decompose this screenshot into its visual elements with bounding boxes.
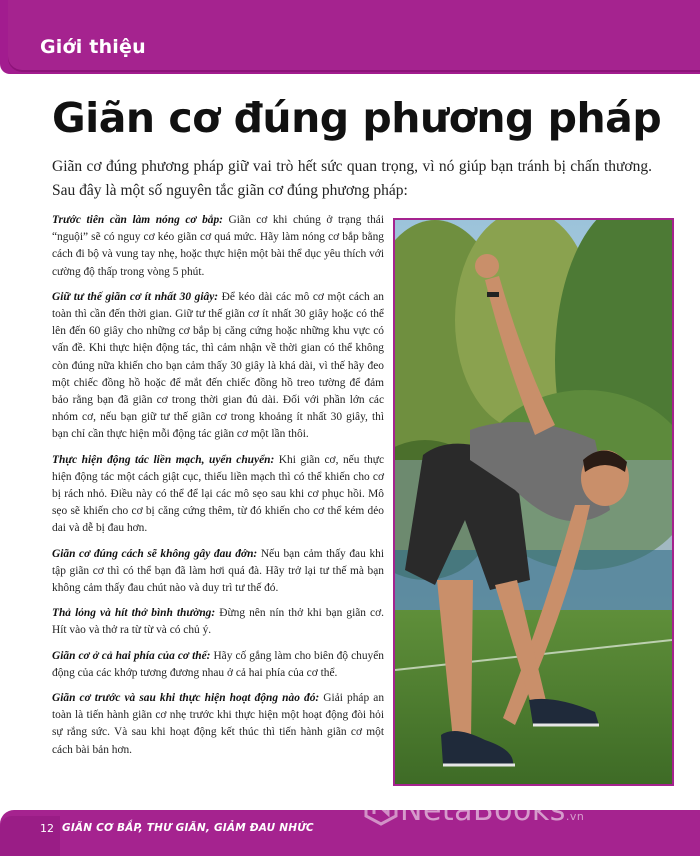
paragraph [52,452,384,538]
stretching-illustration [395,220,672,784]
paragraph-text: Nếu bạn cảm thấy đau khi tập giãn cơ thì có thể bạn đã làm hơi quá đà. Hãy trở lại tư thế mà bạn không cảm thấy đau chút nào và duy trì tư thế đó. [52,547,384,595]
paragraph-lead: Thả lỏng và hít thở bình thường: [52,607,216,620]
watermark [400,793,584,828]
paragraph [52,648,384,682]
paragraph [52,289,384,444]
paragraph [52,212,384,281]
paragraph-text: Hãy cố gắng làm cho biên độ chuyển động của các khớp tương đương nhau ở cả hai phía của cơ thể. [52,649,384,679]
paragraph-lead: Giãn cơ ở cả hai phía của cơ thể: [52,649,211,662]
paragraph-text: Giải pháp an toàn là tiến hành giãn cơ nhẹ trước khi thực hiện một hoạt động đòi hỏi sự rắng sức. Và sau khi hoạt động kết thúc thì tiến hành giãn cơ một cách bài bản hơn. [52,692,385,756]
paragraph [52,690,384,759]
watermark-suffix: .vn [565,810,585,823]
page-title: Giãn cơ đúng phương pháp [52,94,662,142]
stretching-photo [393,218,674,786]
paragraph-text: Đừng nên nín thở khi bạn giãn cơ. Hít vào và thở ra từ từ và có chủ ý. [52,607,384,637]
intro-paragraph: Giãn cơ đúng phương pháp giữ vai trò hết sức quan trọng, vì nó giúp bạn tránh bị chấn thương. Sau đây là một số nguyên tắc giãn cơ đúng phương pháp: [52,158,652,199]
paragraph-lead: Trước tiên cần làm nóng cơ bắp: [52,214,223,226]
paragraph [52,605,384,639]
running-title: GIÃN CƠ BẮP, THƯ GIÃN, GIẢM ĐAU NHỨC [62,822,314,834]
body-column [52,212,384,767]
paragraph-lead: Giãn cơ đúng cách sẽ không gây đau đớn: [52,547,258,560]
netabooks-logo-icon [364,788,398,826]
section-label: Giới thiệu [40,36,146,58]
paragraph-lead: Giãn cơ trước và sau khi thực hiện hoạt động nào đó: [52,692,320,705]
paragraph-text: Để kéo dài các mô cơ một cách an toàn thì cần đến thời gian. Giữ tư thế giãn cơ ít nhất 30 giây hoặc có thể lên đến 60 giây cho những cơ bắp bị căng cứng hoặc những khu vực có vấn đề. Khi thực hiện động tác, thì cảm nhận về thời gian có thể không còn đúng nữa khiến cho bạn cảm thấy 30 giây là khá dài, vì thế hãy đeo một chiếc đồng hồ hoặc để mắt đến chiếc đồng hồ treo tường để đảm bảo rằng bạn đã giãn cơ trong thời gian đủ dài. Đối với phần lớn các nhóm cơ, nếu bạn giữ tư thế giãn cơ trong khoảng ít nhất 30 giây, thì bạn chỉ cần thực hiện mỗi động tác giãn cơ một lần thôi. [52,290,384,441]
paragraph-lead: Giữ tư thế giãn cơ ít nhất 30 giây: [52,290,219,303]
paragraph-text: Giãn cơ khi chúng ở trạng thái “nguội” sẽ có nguy cơ kéo giãn cơ quá mức. Hãy làm nóng cơ bắp bằng cách đi bộ và vung tay nhẹ, hoặc thực hiện một bài thể dục yêu thích với cường độ thấp trong vòng 5 phút. [52,214,384,278]
paragraph-lead: Thực hiện động tác liền mạch, uyển chuyển: [52,453,275,466]
paragraph-text: Khi giãn cơ, nếu thực hiện động tác một cách giật cục, thiếu liền mạch thì có thể khiến cho cơ bị rách nhỏ. Điều này có thể để lại các mô sẹo sau khi cơ phục hồi. Mô sẹo sẽ khiến cho cơ bị căng cứng thêm, từ đó khiến cho cơ thể kém dẻo dai và dễ bị đau hơn. [52,453,384,535]
paragraph [52,546,384,598]
watermark-text: NetaBooks [400,793,566,828]
page-number: 12 [40,822,54,835]
